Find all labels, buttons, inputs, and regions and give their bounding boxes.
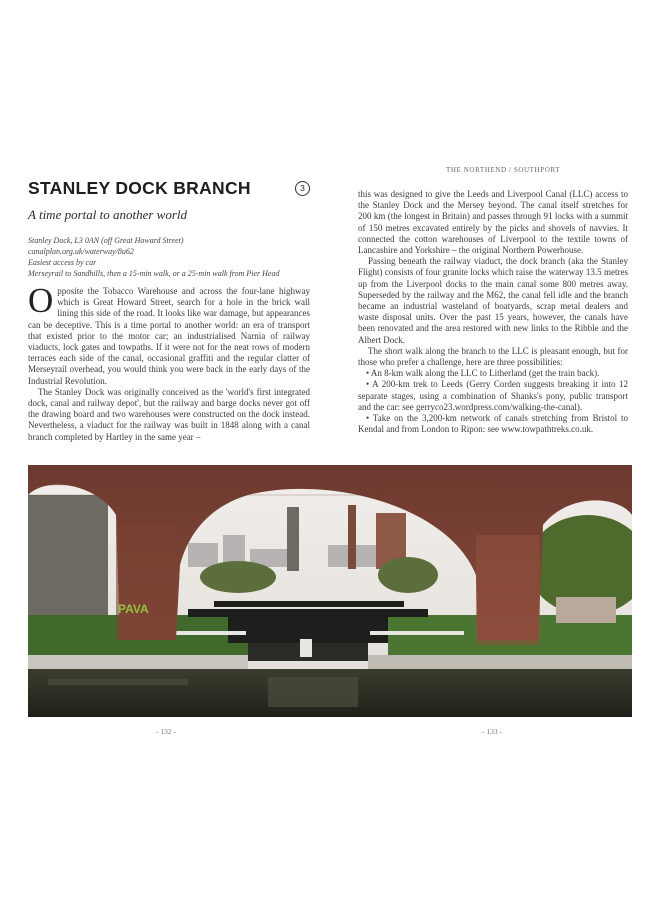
page-number-left: - 132 - xyxy=(156,727,176,736)
left-column xyxy=(28,178,310,443)
page-number-right: - 133 - xyxy=(482,727,502,736)
paragraph: The Stanley Dock was originally conceived as the 'world's first integrated dock, canal and railway depot', but the railway and barge docks never got off the drawing board and two warehouses were constructed on the dock instead. Nevertheless, a viaduct for the railway was built in 1848 along with a canal branch completed by Hartley in the same year – xyxy=(28,386,310,442)
paragraph: this was designed to give the Leeds and Liverpool Canal (LLC) access to the Stanley Dock and the Mersey beyond. The canal itself stretches for 200 km (the longest in Britain) and passes through 91 locks with a summit of 150 metres excavated entirely by the picks and shovels of navvies. It connected the cotton warehouses of Liverpool to the textile towns of Lancashire and Yorkshire – the original Northern Powerhouse. xyxy=(358,189,628,256)
quay-left xyxy=(28,655,248,669)
paragraph: The short walk along the branch to the LLC is pleasant enough, but for those who prefer a challenge, here are three possibilities: xyxy=(358,345,628,368)
bullet-item: • Take on the 3,200-km network of canals stretching from Bristol to Kendal and from London to Ripon: see www.towpathtreks.co.uk. xyxy=(358,413,628,435)
quay-right xyxy=(368,655,632,669)
page-title: STANLEY DOCK BRANCH xyxy=(28,178,251,198)
paragraph: Passing beneath the railway viaduct, the dock branch (aka the Stanley Flight) consists of four granite locks which raise the waterway 13.5 metres up from the Liverpool docks to the main canal some 800 metres away. Superseded by the railway and the M62, the canal fell idle and the branch became an industrial wasteland of boatyards, scrap metal dealers and waste disposal units. Over the past 15 years, however, the canals have been renovated and the area restored with new links to the Ribble and the Albert Dock. xyxy=(358,256,628,345)
bullet-item: • A 200-km trek to Leeds (Gerry Corden suggests breaking it into 12 separate stages, using a combination of Shanks's pony, public transport and the car: see gerryco23.wordpress.com/walking-the-canal). xyxy=(358,379,628,412)
meta-access: Easiest access by car xyxy=(28,258,97,267)
right-body xyxy=(358,189,628,435)
graffiti: PAVA xyxy=(118,602,149,616)
title-row xyxy=(28,178,310,199)
entry-number-badge: 3 xyxy=(295,181,310,196)
paragraph xyxy=(28,281,310,387)
meta-address: Stanley Dock, L3 0AN (off Great Howard Street) xyxy=(28,236,184,245)
meta-website[interactable]: canalplan.org.uk/waterway/8u62 xyxy=(28,247,134,256)
chimney-tower xyxy=(287,507,299,571)
right-column xyxy=(358,189,628,435)
meta-transport: Merseyrail to Sandhills, then a 15-min walk, or a 25-min walk from Pier Head xyxy=(28,269,280,278)
meta-block xyxy=(28,235,310,279)
chimney-stack xyxy=(348,505,356,569)
bullet-item: • An 8-km walk along the LLC to Litherland (get the train back). xyxy=(366,368,600,379)
subtitle: A time portal to another world xyxy=(28,207,188,222)
running-head: THE NORTHEND / SOUTHPORT xyxy=(446,166,561,174)
drop-cap: O xyxy=(28,281,54,320)
stone-wall-right xyxy=(556,597,616,623)
canal-lock-photo xyxy=(28,465,632,717)
left-building xyxy=(28,495,108,615)
left-body xyxy=(28,281,310,443)
paragraph-text: pposite the Tobacco Warehouse and across the four-lane highway which is Great Howard Street, search for a hole in the brick wall lining this side of the road. It looks like war damage, but appearances can be deceptive. This is a time portal to another world: an era of transport that existed prior to the motor car; an industrialised Narnia of railway viaducts, lock gates and towpaths. If it were not for the neat rows of modern terraces each side of the canal, occasional graffiti and the regular clatter of Merseyrail overhead, you would think you were back in the early days of the Industrial Revolution. xyxy=(28,286,310,386)
pier-right xyxy=(476,535,540,645)
pier-left xyxy=(116,525,176,640)
